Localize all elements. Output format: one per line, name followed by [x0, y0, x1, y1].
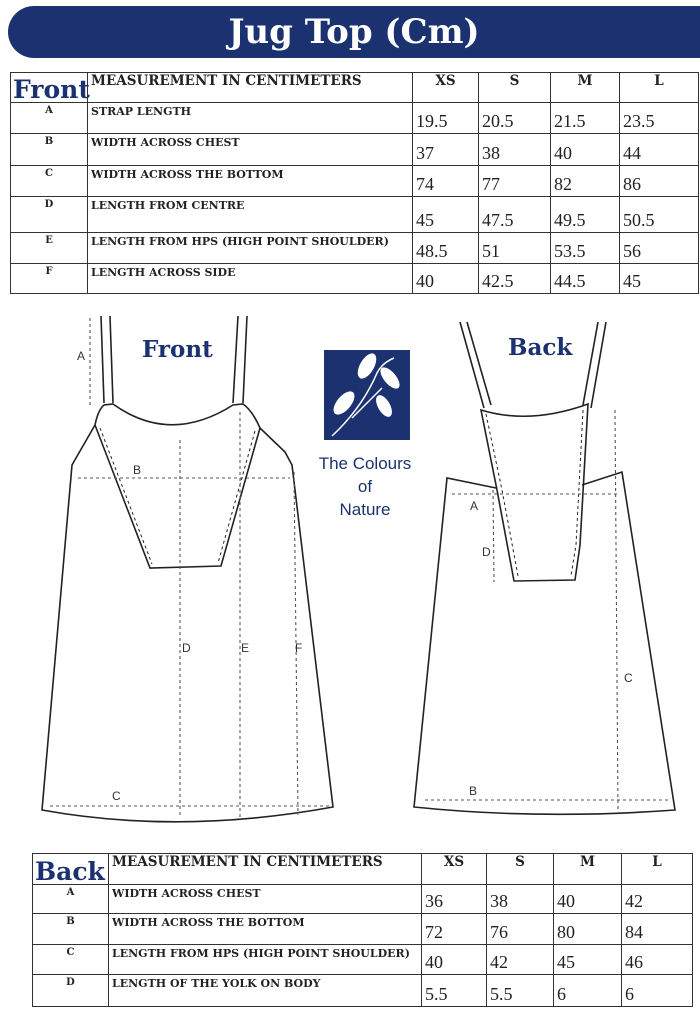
leaf-logo-icon	[322, 348, 412, 442]
cell-xs: 40	[413, 264, 479, 294]
cell-xs: 5.5	[422, 975, 487, 1007]
row-code: A	[33, 885, 109, 914]
cell-m: 80	[554, 914, 622, 945]
cell-xs: 74	[413, 166, 479, 197]
table-row	[11, 166, 699, 197]
header-xs: XS	[413, 73, 479, 103]
header-xs: XS	[422, 854, 487, 885]
row-code: B	[11, 134, 88, 166]
cell-s: 51	[479, 233, 551, 264]
back-yoke-panel	[481, 404, 588, 581]
table-row	[11, 103, 699, 134]
cell-m: 21.5	[551, 103, 620, 134]
cell-m: 53.5	[551, 233, 620, 264]
back-left-strap	[460, 322, 491, 408]
header-l: L	[620, 73, 699, 103]
front-left-strap	[101, 316, 113, 403]
cell-xs: 48.5	[413, 233, 479, 264]
logo-text-line2: of	[357, 477, 373, 496]
back-label-a: A	[470, 499, 479, 513]
row-code: A	[11, 103, 88, 134]
cell-xs: 36	[422, 885, 487, 914]
front-bib-panel	[95, 425, 260, 568]
logo-text-line3: Nature	[339, 500, 391, 519]
cell-l: 6	[622, 975, 693, 1007]
header-m: M	[551, 73, 620, 103]
cell-m: 82	[551, 166, 620, 197]
header-m: M	[554, 854, 622, 885]
back-table-corner-label: Back	[33, 854, 109, 885]
cell-s: 42.5	[479, 264, 551, 294]
cell-s: 5.5	[487, 975, 554, 1007]
row-description: WIDTH ACROSS THE BOTTOM	[88, 166, 413, 197]
header-l: L	[622, 854, 693, 885]
front-measurement-table	[10, 72, 699, 294]
back-label-b: B	[469, 784, 478, 798]
cell-l: 84	[622, 914, 693, 945]
table-row	[33, 975, 693, 1007]
cell-l: 45	[620, 264, 699, 294]
front-label-b: B	[133, 463, 142, 477]
header-measurement: MEASUREMENT IN CENTIMETERS	[109, 854, 422, 885]
front-table-corner-label: Front	[11, 73, 88, 103]
row-description: WIDTH ACROSS THE BOTTOM	[109, 914, 422, 945]
back-yoke-stitch	[486, 410, 583, 576]
cell-xs: 40	[422, 945, 487, 975]
header-measurement: MEASUREMENT IN CENTIMETERS	[88, 73, 413, 103]
back-label-d: D	[482, 545, 491, 559]
front-bib-stitch	[100, 428, 255, 564]
row-description: LENGTH ACROSS SIDE	[88, 264, 413, 294]
back-measure-c	[615, 410, 618, 812]
row-code: E	[11, 233, 88, 264]
cell-l: 86	[620, 166, 699, 197]
cell-s: 20.5	[479, 103, 551, 134]
cell-m: 40	[551, 134, 620, 166]
logo-text-line1: The Colours	[318, 454, 412, 473]
cell-xs: 37	[413, 134, 479, 166]
back-label-c: C	[624, 671, 633, 685]
back-measurement-table	[32, 853, 693, 1007]
cell-m: 49.5	[551, 197, 620, 233]
row-code: F	[11, 264, 88, 294]
back-right-strap	[583, 322, 606, 408]
row-description: LENGTH FROM HPS (HIGH POINT SHOULDER)	[88, 233, 413, 264]
row-description: LENGTH OF THE YOLK ON BODY	[109, 975, 422, 1007]
cell-l: 42	[622, 885, 693, 914]
table-row	[11, 233, 699, 264]
row-description: LENGTH FROM HPS (HIGH POINT SHOULDER)	[109, 945, 422, 975]
front-diagram-title: Front	[142, 336, 213, 363]
back-diagram-title: Back	[508, 334, 573, 361]
cell-l: 23.5	[620, 103, 699, 134]
front-label-d: D	[182, 641, 191, 655]
row-description: WIDTH ACROSS CHEST	[88, 134, 413, 166]
front-label-e: E	[241, 641, 250, 655]
front-garment-diagram	[0, 300, 340, 840]
cell-s: 38	[479, 134, 551, 166]
table-row	[33, 945, 693, 975]
cell-m: 44.5	[551, 264, 620, 294]
cell-m: 45	[554, 945, 622, 975]
row-code: D	[11, 197, 88, 233]
front-label-f: F	[295, 641, 303, 655]
cell-xs: 19.5	[413, 103, 479, 134]
table-header-row	[11, 73, 699, 103]
row-code: C	[11, 166, 88, 197]
row-code: C	[33, 945, 109, 975]
cell-xs: 45	[413, 197, 479, 233]
cell-l: 56	[620, 233, 699, 264]
table-row	[11, 134, 699, 166]
cell-s: 42	[487, 945, 554, 975]
cell-s: 38	[487, 885, 554, 914]
cell-l: 44	[620, 134, 699, 166]
front-label-a: A	[77, 349, 86, 363]
front-right-strap	[233, 316, 247, 403]
row-description: STRAP LENGTH	[88, 103, 413, 134]
table-header-row	[33, 854, 693, 885]
row-description: WIDTH ACROSS CHEST	[109, 885, 422, 914]
cell-xs: 72	[422, 914, 487, 945]
cell-l: 46	[622, 945, 693, 975]
cell-m: 6	[554, 975, 622, 1007]
page-title: Jug Top (Cm)	[228, 12, 480, 52]
back-garment-diagram	[400, 300, 700, 830]
back-measure-d	[493, 490, 494, 582]
header-s: S	[487, 854, 554, 885]
table-row	[11, 264, 699, 294]
row-description: LENGTH FROM CENTRE	[88, 197, 413, 233]
table-row	[11, 197, 699, 233]
header-s: S	[479, 73, 551, 103]
cell-s: 76	[487, 914, 554, 945]
table-row	[33, 914, 693, 945]
row-code: D	[33, 975, 109, 1007]
row-code: B	[33, 914, 109, 945]
front-label-c: C	[112, 789, 121, 803]
table-row	[33, 885, 693, 914]
cell-s: 47.5	[479, 197, 551, 233]
back-body-outline	[414, 472, 675, 814]
cell-m: 40	[554, 885, 622, 914]
cell-l: 50.5	[620, 197, 699, 233]
front-body-outline	[42, 425, 333, 822]
cell-s: 77	[479, 166, 551, 197]
front-neckline	[95, 404, 260, 428]
